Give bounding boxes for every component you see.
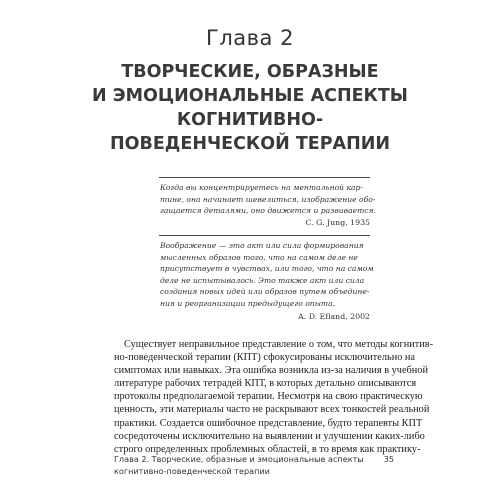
body-line: симптомах или навыках. Эта ошибка возникла из-за наличия в учебной	[114, 365, 428, 377]
chapter-title-line: ТВОРЧЕСКИЕ, ОБРАЗНЫЕ	[121, 62, 379, 82]
epigraph-line: мысленных образов того, что на самом деле не	[160, 252, 358, 262]
epigraph-line: Воображение — это акт или сила формирования	[160, 241, 364, 250]
running-footer-line: Глава 2. Творческие, образные и эмоциональные аспекты	[114, 454, 364, 464]
chapter-label: Глава 2	[206, 26, 294, 50]
chapter-title	[80, 60, 420, 156]
epigraph-line: ния и реорганизации предыдущего опыта.	[160, 298, 336, 308]
running-footer	[114, 454, 364, 477]
chapter-title-line: И ЭМОЦИОНАЛЬНЫЕ АСПЕКТЫ	[92, 86, 408, 106]
chapter-title-line: ПОВЕДЕНЧЕСКОЙ ТЕРАПИИ	[109, 134, 391, 154]
body-line: строго определенных проблемных областей, в то время как практику-	[114, 443, 421, 455]
body-paragraph	[114, 338, 434, 456]
epigraph-2-text	[160, 240, 372, 310]
page-number: 35	[383, 454, 394, 464]
epigraph-line: тине, она начинает шевелиться, изображение обо-	[160, 194, 376, 204]
epigraph-1-source: C. G. Jung, 1935	[305, 218, 370, 227]
epigraph-line: Когда вы концентрируетесь на ментальной кар-	[160, 183, 363, 192]
epigraph-2-source: A. D. Efland, 2002	[298, 312, 370, 321]
epigraph-line: создания новых идей или образов путем объедине-	[160, 287, 370, 297]
body-line: практики. Создается ошибочное представление, будто терапевты КПТ	[114, 417, 423, 429]
epigraph-line: деле не испытывалось. Это также акт или сила	[160, 275, 365, 285]
epigraph-1-text	[160, 182, 376, 217]
body-line: протоколы предполагаемой терапии. Несмотря на свою практическую	[114, 391, 423, 403]
body-line: но-поведенческой терапии (КПТ) сфокусированы исключительно на	[114, 352, 416, 364]
body-line: сосредоточены исключительно на выявлении и улучшении каких-либо	[114, 430, 425, 442]
body-line: литературе рабочих тетрадей КПТ, в которых детально описываются	[114, 378, 417, 390]
body-line: Существует неправильное представление о том, что методы когнитив-	[124, 339, 434, 350]
epigraph-line: присутствует в чувствах, или того, что на самом	[160, 264, 374, 274]
epigraph-line: гащается деталями, оно движется и развивается.	[160, 206, 376, 216]
body-line: ценность, эти материалы часто не раскрывают всех тонкостей реальной	[114, 404, 430, 416]
running-footer-line: когнитивно-поведенческой терапии	[114, 465, 270, 476]
epigraph-divider-rule	[159, 235, 370, 236]
chapter-title-line: КОГНИТИВНО-	[176, 110, 324, 130]
epigraph-top-rule	[159, 177, 370, 178]
